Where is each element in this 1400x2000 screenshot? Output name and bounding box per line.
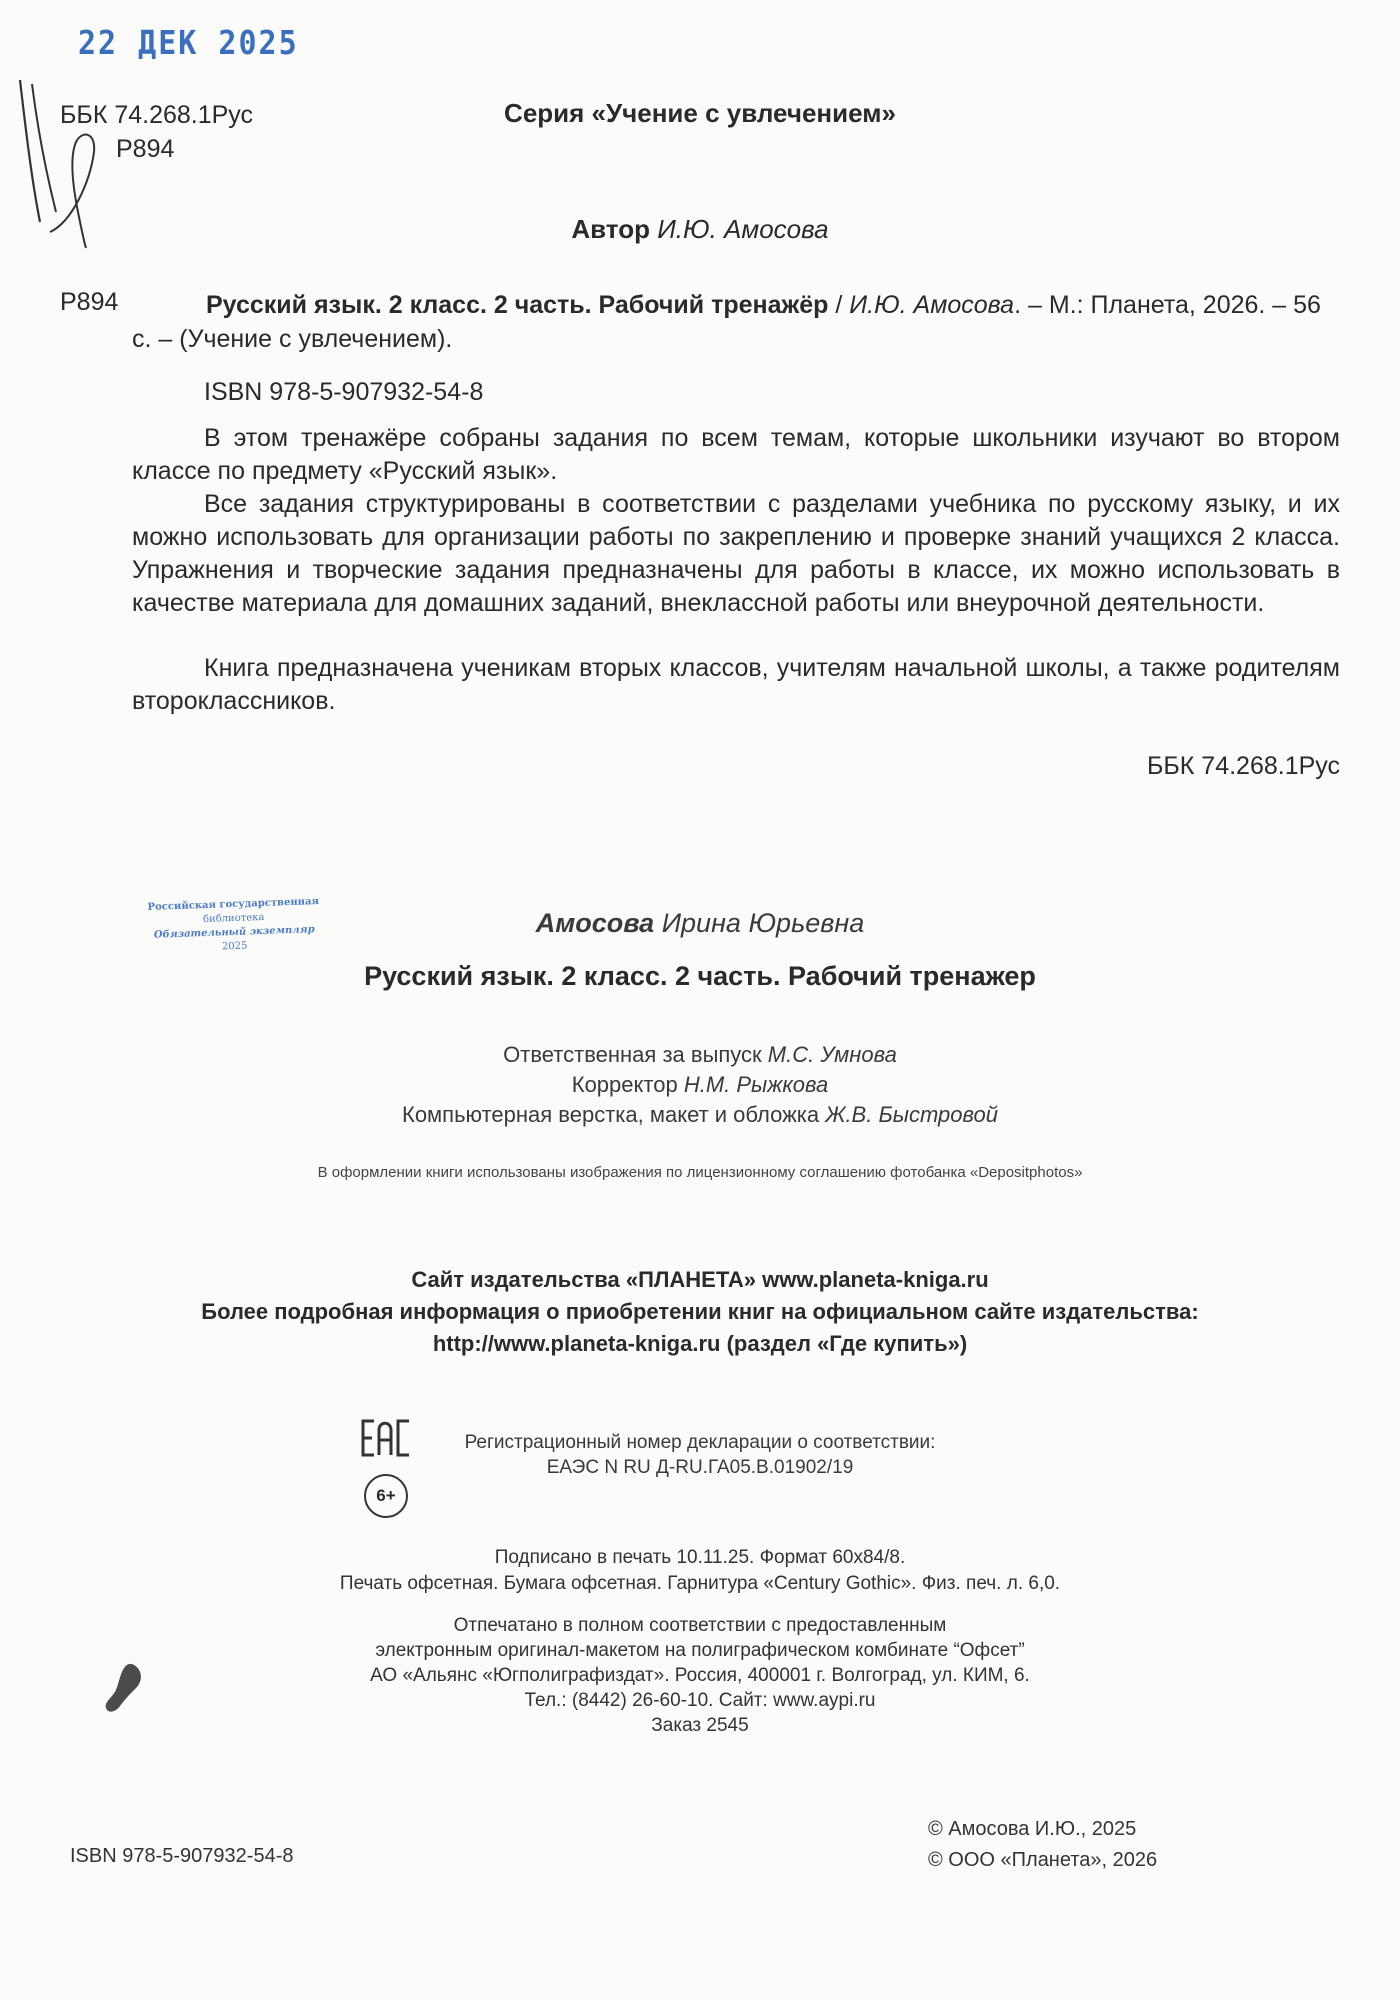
purchase-url: http://www.planeta-kniga.ru (раздел «Где купить») — [432, 1331, 968, 1356]
declaration-number: ЕАЭС N RU Д-RU.ГА05.В.01902/19 — [546, 1457, 854, 1478]
certification-marks — [360, 1418, 412, 1505]
author-name: И.Ю. Амосова — [657, 214, 829, 244]
record-separator: / — [828, 291, 850, 319]
bbk-code: ББК 74.268.1Рус — [60, 101, 254, 129]
library-stamp-line: библиотека — [202, 911, 265, 926]
site-line: Сайт издательства «ПЛАНЕТА» www.planeta-kniga.ru — [411, 1267, 989, 1292]
author-given-names: Ирина Юрьевна — [661, 908, 865, 938]
credit-line — [0, 1040, 1400, 1070]
bbk-index-bottom: ББК 74.268.1Рус — [1146, 752, 1340, 780]
record-code: Р894 — [60, 288, 119, 316]
print-info-line: Подписано в печать 10.11.25. Формат 60х84/8. — [494, 1547, 906, 1568]
printer-line: Отпечатано в полном соответствии с предоставленным — [453, 1615, 947, 1636]
date-stamp: 22 ДЕК 2025 — [78, 24, 299, 63]
credits-block — [0, 1040, 1400, 1130]
record-imprint: . – М.: Планета, 2026. – 56 с. – (Учение с увлечением). — [132, 291, 1321, 353]
author-sign: Р894 — [116, 135, 175, 163]
order-number: Заказ 2545 — [651, 1715, 749, 1736]
author-surname: Амосова — [535, 908, 655, 938]
credit-name: М.С. Умнова — [767, 1042, 897, 1067]
declaration-block — [440, 1430, 960, 1480]
credit-role: Ответственная за выпуск — [503, 1042, 762, 1067]
copyright-block — [928, 1814, 1157, 1876]
ink-blot — [96, 1658, 156, 1718]
record-title: Русский язык. 2 класс. 2 часть. Рабочий тренажёр — [206, 291, 829, 319]
age-rating-badge: 6+ — [364, 1474, 408, 1518]
printer-line: Тел.: (8442) 26-60-10. Сайт: www.aypi.ru — [524, 1690, 876, 1711]
publisher-site-block — [0, 1264, 1400, 1360]
credit-line — [0, 1070, 1400, 1100]
author-fullname — [0, 908, 1400, 939]
library-stamp-line: Российская государственная — [147, 896, 320, 914]
annotation-paragraph: Все задания структурированы в соответствии с разделами учебника по русскому языку, и их можно использовать для организации работы по закреплению и проверке знаний учащихся 2 класса. Упражнения и творческие задания предназначены для работы в классе, их можно использовать в качестве материала для домашних заданий, внеклассной работы или внеурочной деятельности. — [132, 490, 1340, 617]
library-stamp-line: 2025 — [221, 940, 248, 953]
eac-mark-icon — [360, 1418, 412, 1458]
author-label: Автор — [571, 214, 650, 244]
credit-line — [0, 1100, 1400, 1130]
annotation-paragraph: В этом тренажёре собраны задания по всем темам, которые школьники изучают во втором классе по предмету «Русский язык». — [132, 424, 1340, 485]
bibliographic-record — [132, 288, 1340, 356]
isbn-top: ISBN 978-5-907932-54-8 — [204, 378, 484, 406]
print-info-line: Печать офсетная. Бумага офсетная. Гарнитура «Century Gothic». Физ. печ. л. 6,0. — [339, 1573, 1061, 1594]
book-title: Русский язык. 2 класс. 2 часть. Рабочий тренажер — [364, 961, 1036, 991]
credit-name: Н.М. Рыжкова — [683, 1072, 829, 1097]
record-author: И.Ю. Амосова — [849, 291, 1015, 319]
printer-info — [0, 1613, 1400, 1738]
credit-role: Компьютерная верстка, макет и обложка — [402, 1102, 820, 1127]
printer-line: электронным оригинал-макетом на полиграфическом комбинате “Офсет” — [375, 1640, 1025, 1661]
copyright-line: © ООО «Планета», 2026 — [928, 1849, 1158, 1871]
annotation-paragraph: Книга предназначена ученикам вторых классов, учителям начальной школы, а также родителям второклассников. — [132, 654, 1340, 715]
printer-line: АО «Альянс «Югполиграфиздат». Россия, 400001 г. Волгоград, ул. КИМ, 6. — [370, 1665, 1030, 1686]
author-line — [0, 214, 1400, 245]
print-info — [0, 1545, 1400, 1597]
copyright-line: © Амосова И.Ю., 2025 — [928, 1818, 1137, 1840]
isbn-bottom: ISBN 978-5-907932-54-8 — [70, 1845, 294, 1867]
photo-license-note: В оформлении книги использованы изображения по лицензионному соглашению фотобанка «Depositphotos» — [317, 1164, 1083, 1181]
library-stamp-line: Обязательный экземпляр — [153, 924, 315, 941]
credit-name: Ж.В. Быстровой — [825, 1102, 998, 1127]
declaration-label: Регистрационный номер декларации о соответствии: — [464, 1432, 936, 1453]
series-title: Серия «Учение с увлечением» — [504, 98, 896, 128]
credit-role: Корректор — [571, 1072, 678, 1097]
purchase-line: Более подробная информация о приобретении книг на официальном сайте издательства: — [201, 1299, 1199, 1324]
